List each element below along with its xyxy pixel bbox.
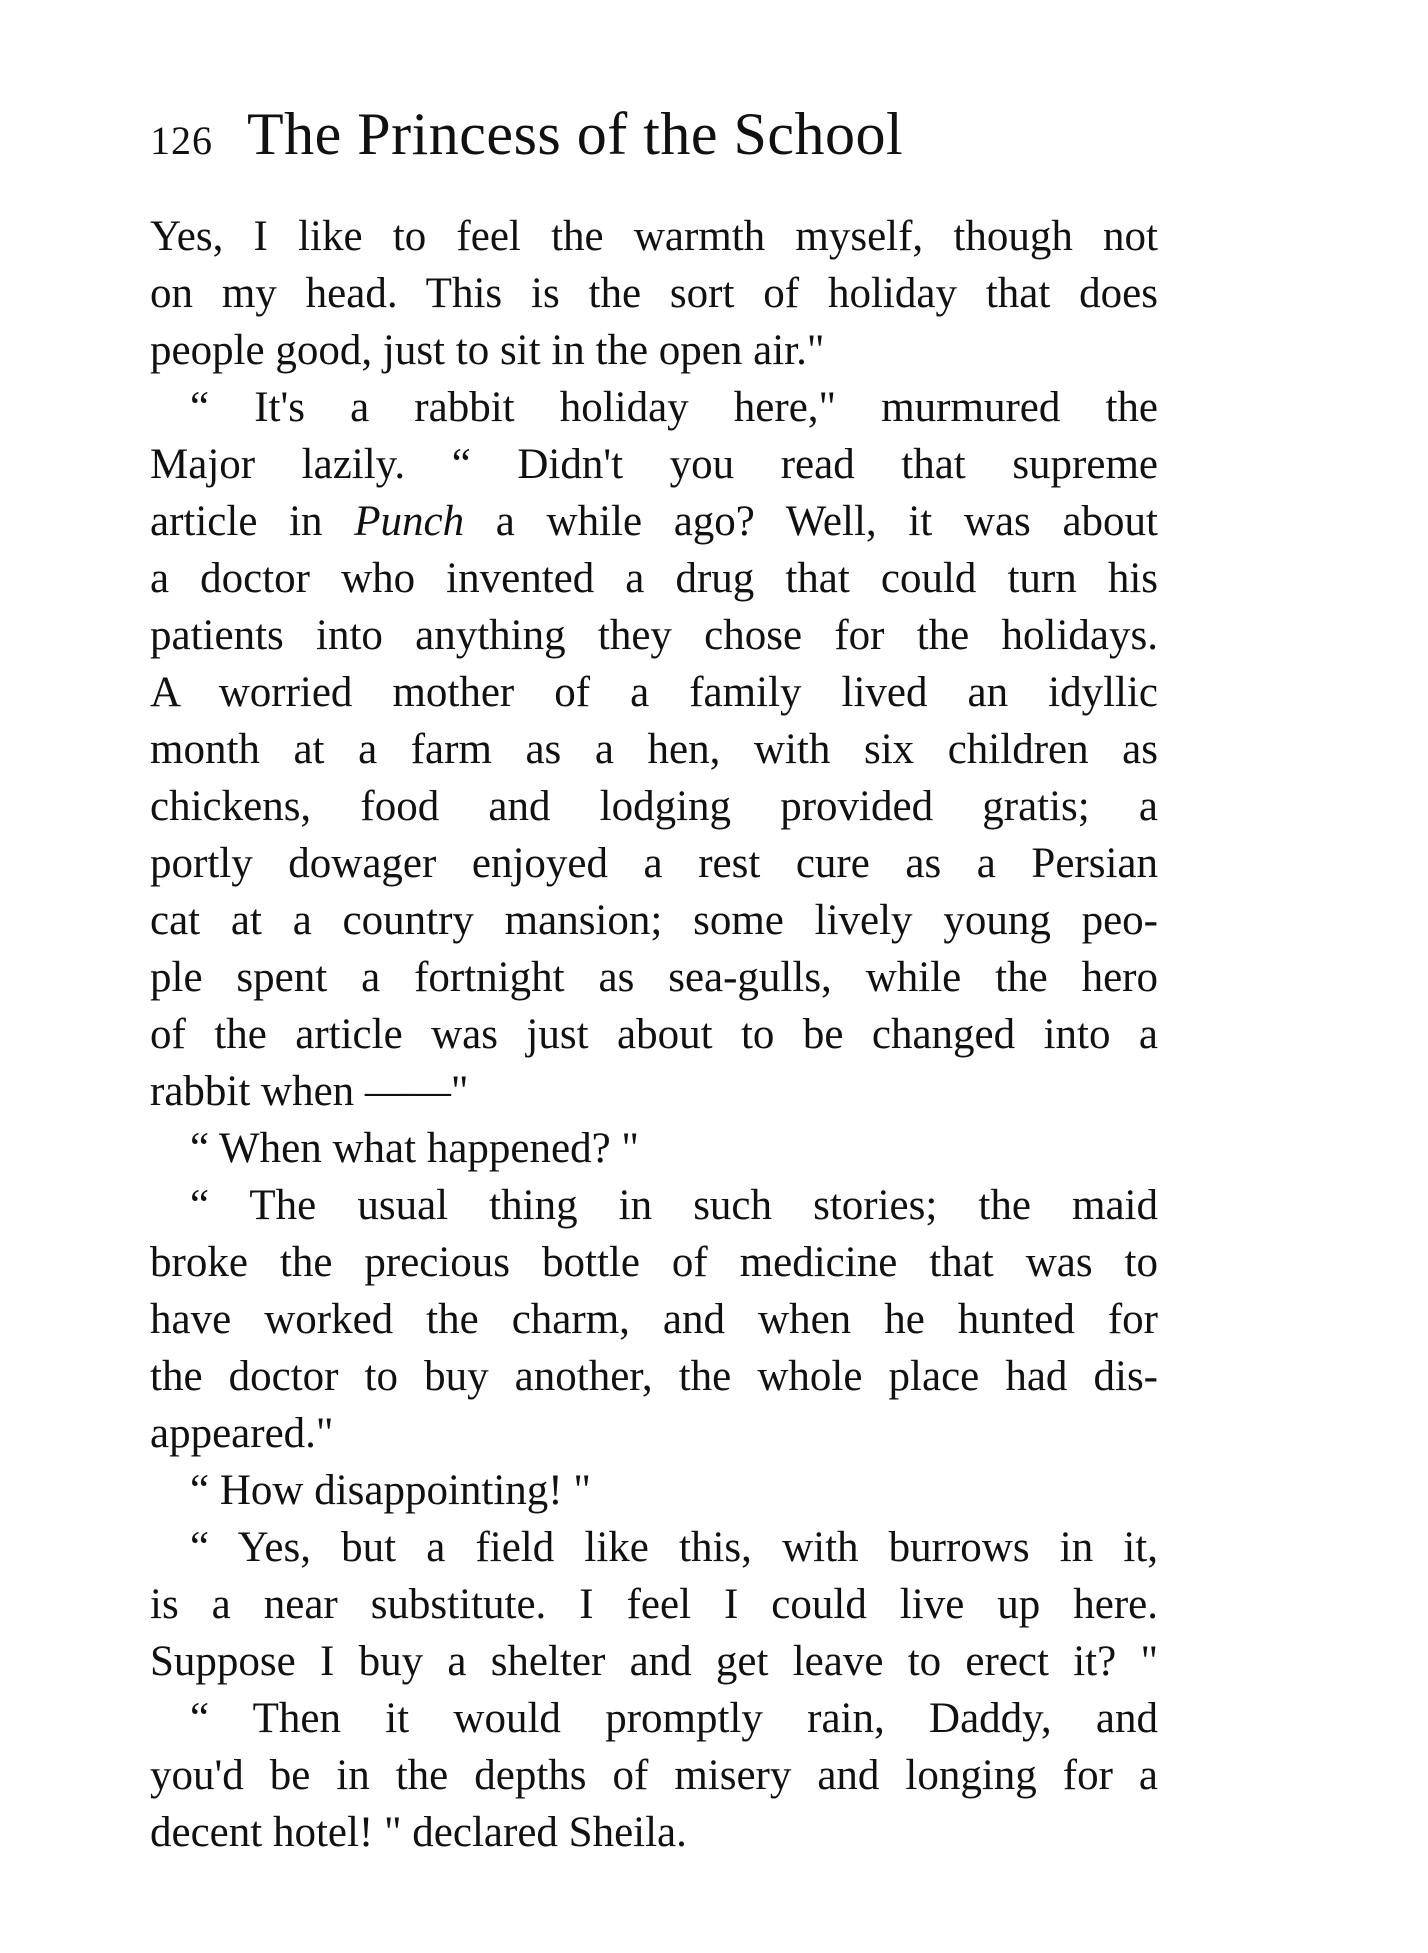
text-line: “ How disappointing! "	[190, 1467, 591, 1514]
page-body-text	[150, 208, 1158, 1861]
text-line: portly dowager enjoyed a rest cure as a Persian	[150, 840, 1158, 887]
text-line: A worried mother of a family lived an idyllic	[150, 669, 1158, 716]
text-line: decent hotel! " declared Sheila.	[150, 1809, 687, 1856]
running-title: The Princess of the School	[247, 101, 904, 167]
text-line: “ When what happened? "	[190, 1125, 639, 1172]
text-line: chickens, food and lodging provided gratis; a	[150, 783, 1158, 830]
text-line: of the article was just about to be changed into a	[150, 1011, 1158, 1058]
text-line: “ Yes, but a field like this, with burrows in it,	[190, 1524, 1158, 1571]
page-number: 126	[150, 118, 213, 163]
text-line: the doctor to buy another, the whole place had dis-	[150, 1353, 1158, 1400]
text-line: “ It's a rabbit holiday here," murmured the	[190, 384, 1158, 431]
text-line: broke the precious bottle of medicine that was to	[150, 1239, 1158, 1286]
text-line: cat at a country mansion; some lively young peo-	[150, 897, 1158, 944]
text-line: rabbit when ——"	[150, 1068, 469, 1115]
text-line: on my head. This is the sort of holiday that does	[150, 270, 1158, 317]
text-line: a doctor who invented a drug that could turn his	[150, 555, 1158, 602]
text-line: is a near substitute. I feel I could live up here.	[150, 1581, 1158, 1628]
text-line: “ Then it would promptly rain, Daddy, and	[190, 1695, 1158, 1742]
text-line: Yes, I like to feel the warmth myself, though not	[150, 213, 1158, 260]
running-header	[150, 100, 1160, 180]
text-line: you'd be in the depths of misery and longing for a	[150, 1752, 1158, 1799]
text-line: ple spent a fortnight as sea-gulls, while the hero	[150, 954, 1158, 1001]
text-line: month at a farm as a hen, with six children as	[150, 726, 1158, 773]
text-line: have worked the charm, and when he hunted for	[150, 1296, 1158, 1343]
text-line: “ The usual thing in such stories; the maid	[190, 1182, 1158, 1229]
text-line: Suppose I buy a shelter and get leave to erect it? "	[150, 1638, 1158, 1685]
text-line: article in Punch a while ago? Well, it was about	[150, 498, 1158, 545]
text-line: appeared."	[150, 1410, 334, 1457]
text-line: patients into anything they chose for the holidays.	[150, 612, 1158, 659]
text-line: people good, just to sit in the open air."	[150, 327, 825, 374]
text-line: Major lazily. “ Didn't you read that supreme	[150, 441, 1158, 488]
italic-title: Punch	[354, 498, 465, 545]
